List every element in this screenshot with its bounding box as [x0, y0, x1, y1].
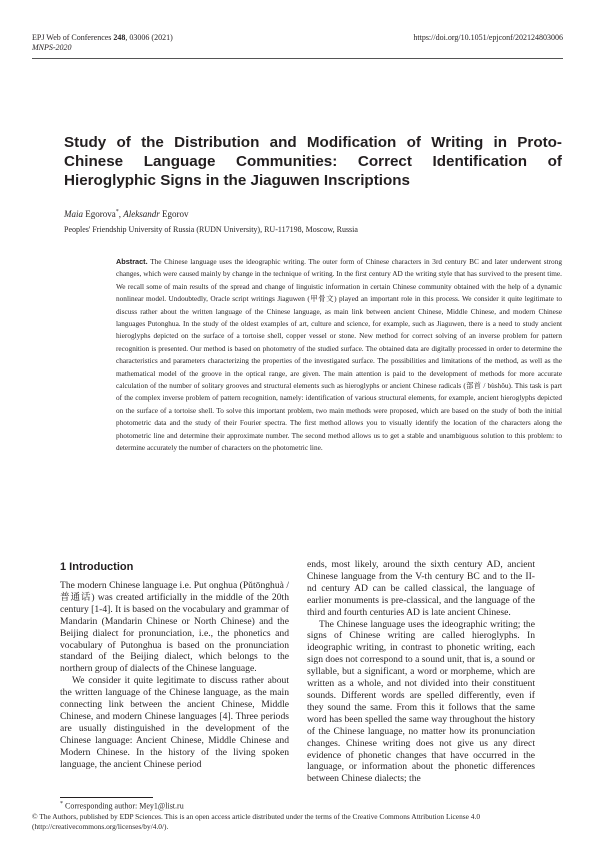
- body-column-left: [60, 580, 289, 771]
- body-column-right: [307, 559, 535, 785]
- abstract-label: Abstract.: [116, 257, 148, 266]
- journal-name: EPJ Web of Conferences: [32, 33, 114, 42]
- running-header-left: [32, 33, 173, 53]
- author1-given-name: Maia: [64, 209, 83, 219]
- header-rule: [32, 58, 563, 59]
- section-heading-introduction: 1 Introduction: [60, 561, 134, 573]
- author-list: [64, 207, 189, 220]
- article-number: , 03006 (2021): [125, 33, 173, 42]
- footnote-mark: *: [60, 801, 63, 807]
- affiliation: Peoples' Friendship University of Russia (RUDN University), RU-117198, Moscow, Russia: [64, 225, 358, 234]
- conference-series: MNPS-2020: [32, 43, 72, 52]
- author2-family-name: Egorov: [159, 209, 189, 219]
- license-notice: © The Authors, published by EDP Sciences. This is an open access article distributed under the terms of the Creative Commons Attribution License 4.0 (http://creativecommons.org/licenses/by/4.0/).: [32, 812, 481, 831]
- footnote: [60, 798, 184, 813]
- paragraph: ends, most likely, around the sixth century AD, ancient Chinese language from the V-th century BC and to the II-nd century AD can be called classical, the language of earlier monuments is pre-classical, and the language of the third and fourth centuries AD is late ancient Chinese.: [307, 559, 535, 618]
- paper-title: Study of the Distribution and Modification of Writing in Proto-Chinese Language Communities: Correct Identification of Hieroglyphic Signs in the Jiaguwen Inscriptions: [64, 134, 562, 189]
- author2-given-name: Aleksandr: [123, 209, 160, 219]
- abstract-text: The Chinese language uses the ideographic writing. The outer form of Chinese characters in 3rd century BC and later underwent strong changes, which were caused mainly by change in the technique of writing. In the first century AD the writing style that has survived to the present time. We recall some of main results of the spread and change of linguistic information in certain Chinese community obtained with the help of a dynamic nonlinear model. Undoubtedly, Oracle script writings Jiaguwen (甲骨文) played an important role in this process. We consider it quite legitimate to discuss rather about the written language of the Chinese language, as main link between ancient Chinese, Middle Chinese, and modern Chinese languages Putonghua. In the study of the oldest examples of art, culture and science, for example, such as Jiaguwen, there is a need to study ancient hieroglyphs depicted on the surface of a tortoise shell, copper vessel or stone. New method for correct solving of an inverse problem for pattern recognition is presented. Our method is based on photometry of the studied surface. The obtained data are digitally processed in order to determine the characteristics and parameters characterizing the properties of the investigated surface. The possibilities and limitations of the method, as well as the mathematical model of the groove in the optical range, are given. The main attention is paid to the development of methods for more accurate calculation of the number of solitary grooves and structural elements such as hieroglyphs or ancient Chinese radicals (部首 / bùshǒu). This task is part of the complex inverse problem of pattern recognition, namely: identification of various structural elements, for example, ancient hieroglyphs depicted on the surface of a tortoise shell. To solve this important problem, two main methods were proposed, which are based on the study of both the initial photometric data and the study of their Fourier spectra. The first method allows you to visually identify the location of the characters along the photometric line and determine their approximate number. The second method allows us to get a stable and unambiguous solution to this problem: to determine accurately the number of characters on the photometric line.: [116, 257, 562, 453]
- author1-family-name: Egorova: [83, 209, 116, 219]
- journal-citation: [32, 33, 173, 43]
- journal-volume: 248: [113, 33, 126, 42]
- abstract: [116, 256, 562, 455]
- doi-link[interactable]: https://doi.org/10.1051/epjconf/202124803006: [413, 33, 563, 42]
- paragraph: The modern Chinese language i.e. Put onghua (Pǔtōnghuà / 普通话) was created artificially in the middle of the 20th century [1-4]. It is based on the vocabulary and grammar of Mandarin (Mandarin Chinese or North Chinese) and the Beijing dialect for pronunciation, i.e., the phonetics and vocabulary of Putonghua is based on the pronunciation standard of the Beijing dialect, which belongs to the northern group of dialects of the Chinese language.: [60, 580, 289, 675]
- author-separator: ,: [118, 209, 124, 219]
- paragraph: The Chinese language uses the ideographic writing; the signs of Chinese writing are called hieroglyphs. In ideographic writing, in contrast to phonetic writing, each sign does not correspond to a sound unit, that is, a sound or syllable, but a significant, a word or morpheme, which are written as a whole, and not divided into their constituent sounds. Different words are spelled differently, even if they sound the same. From this it follows that the same word has been spelled the same way throughout the history of the Chinese language, no matter how its pronunciation changes. Chinese writing does not give us any direct evidence of phonetic changes that have occurred in the language, or information about the phonetic differences between Chinese dialects; the: [307, 618, 535, 785]
- footnote-text: Corresponding author: Mey1@list.ru: [65, 801, 184, 811]
- paragraph: We consider it quite legitimate to discuss rather about the written language of the Chinese language, as the main connecting link between the ancient Chinese, Middle Chinese, and modern Chinese languages [4]. Three periods are usually distinguished in the development of the Chinese language: Ancient Chinese, Middle Chinese and Modern Chinese. In the history of the living spoken language, the ancient Chinese period: [60, 675, 289, 770]
- corresponding-author-mark: *: [115, 209, 119, 215]
